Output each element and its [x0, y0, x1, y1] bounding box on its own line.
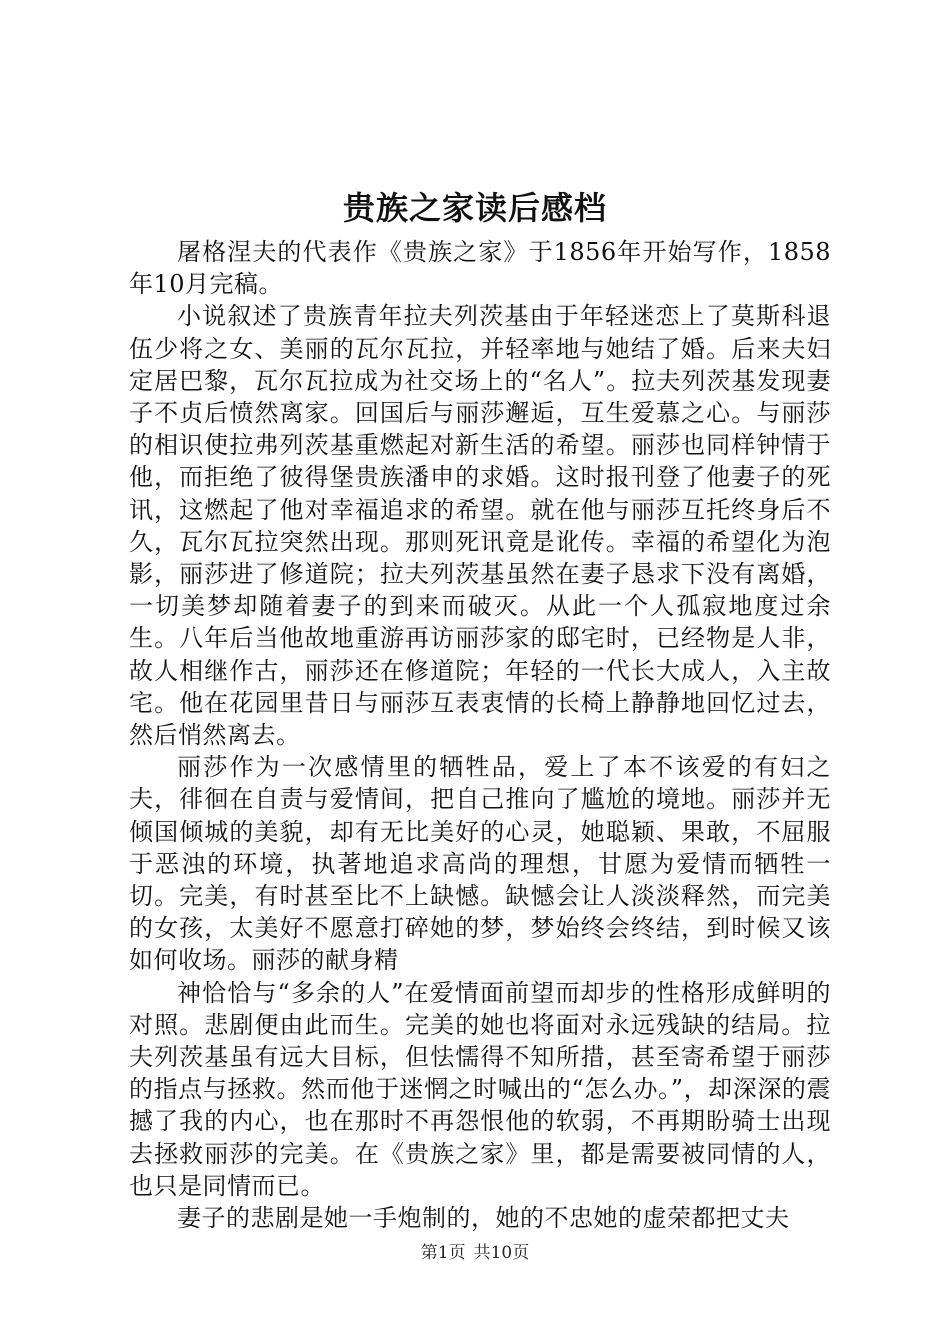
paragraph-contrast: 神恰恰与“多余的人”在爱情面前望而却步的性格形成鲜明的对照。悲剧便由此而生。完美的她也将面对永远残缺的结局。拉夫列茨基虽有远大目标，但怯懦得不知所措，甚至寄希望于丽莎的指点与拯救。然而他于迷惘之时喊出的“怎么办。”，却深深的震撼了我的内心，也在那时不再怨恨他的软弱，不再期盼骑士出现去拯救丽莎的完美。在《贵族之家》里，都是需要被同情的人，也只是同情而已。 — [129, 978, 831, 1200]
paragraph-intro: 屠格涅夫的代表作《贵族之家》于1856年开始写作，1858年10月完稿。 — [129, 238, 831, 299]
paragraph-synopsis: 小说叙述了贵族青年拉夫列茨基由于年轻迷恋上了莫斯科退伍少将之女、美丽的瓦尔瓦拉，并轻率地与她结了婚。后来夫妇定居巴黎，瓦尔瓦拉成为社交场上的“名人”。拉夫列茨基发现妻子不贞后愤然离家。回国后与丽莎邂逅，互生爱慕之心。与丽莎的相识使拉弗列茨基重燃起对新生活的希望。丽莎也同样钟情于他，而拒绝了彼得堡贵族潘申的求婚。这时报刊登了他妻子的死讯，这燃起了他对幸福追求的希望。就在他与丽莎互托终身后不久，瓦尔瓦拉突然出现。那则死讯竟是讹传。幸福的希望化为泡影，丽莎进了修道院；拉夫列茨基虽然在妻子恳求下没有离婚，一切美梦却随着妻子的到来而破灭。从此一个人孤寂地度过余生。八年后当他故地重游再访丽莎家的邸宅时，已经物是人非，故人相继作古，丽莎还在修道院；年轻的一代长大成人，入主故宅。他在花园里昔日与丽莎互表衷情的长椅上静静地回忆过去，然后悄然离去。 — [129, 302, 831, 750]
document-title: 贵族之家读后感档 — [342, 189, 607, 227]
paragraph-lisa: 丽莎作为一次感情里的牺牲品，爱上了本不该爱的有妇之夫，徘徊在自责与爱情间，把自己推向了尴尬的境地。丽莎并无倾国倾城的美貌，却有无比美好的心灵，她聪颖、果敢，不屈服于恶浊的环境，执著地追求高尚的理想，甘愿为爱情而牺牲一切。完美，有时甚至比不上缺憾。缺憾会让人淡淡释然，而完美的女孩，太美好不愿意打碎她的梦，梦始终会终结，到时候又该如何收场。丽莎的献身精 — [129, 753, 831, 975]
document-body — [129, 236, 831, 1234]
paragraph-wife: 妻子的悲剧是她一手炮制的，她的不忠她的虚荣都把丈夫 — [177, 1204, 790, 1233]
page-footer — [0, 1241, 950, 1265]
page-total: 共10页 — [473, 1243, 530, 1263]
page-number: 第1页 — [420, 1243, 466, 1263]
